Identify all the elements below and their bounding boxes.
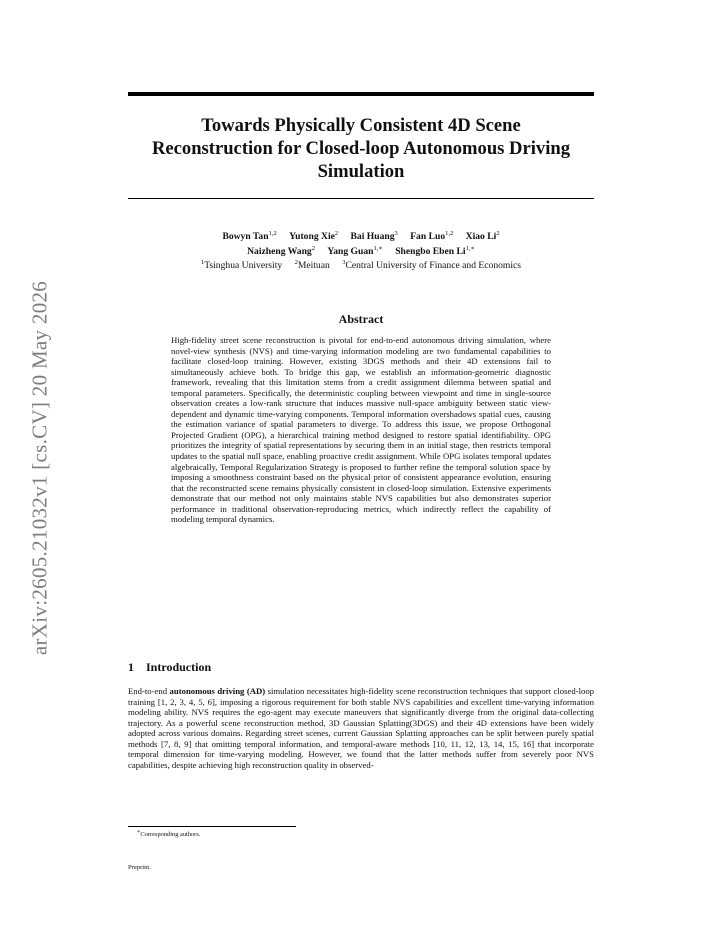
- author: Bai Huang$^3$: [350, 230, 398, 242]
- title-top-rule: [128, 92, 594, 96]
- affiliation: $^2$Meituan: [294, 259, 330, 271]
- author-block: [128, 230, 594, 274]
- author: Yang Guan$^{1,∗}$: [327, 244, 383, 257]
- author: Bowyn Tan$^{1,2}$: [222, 230, 277, 242]
- affiliation-line: [128, 259, 594, 274]
- affiliation: $^1$Tsinghua University: [200, 259, 283, 271]
- author: Shengbo Eben $Li^{1,∗}$: [395, 244, 475, 257]
- title-line: Reconstruction for Closed-loop Autonomous Driving: [151, 138, 571, 159]
- title-bottom-rule: [128, 198, 594, 199]
- affiliation: $^3$Central University of Finance and Economics: [342, 259, 522, 271]
- preprint-label: Preprint.: [128, 864, 151, 871]
- author-line: [128, 230, 594, 245]
- title-line: Towards Physically Consistent 4D Scene: [201, 115, 521, 136]
- arxiv-identifier: arXiv:2605.21032v1 [cs.CV] 20 May 2026: [27, 280, 52, 656]
- abstract-heading: Abstract: [338, 312, 384, 326]
- section-heading: [128, 660, 211, 675]
- footnote-rule: [128, 826, 296, 827]
- author: Naizheng Wang$^2$: [247, 244, 315, 257]
- author: Fan Luo$^{1,2}$: [410, 230, 454, 242]
- introduction-paragraph: End-to-end autonomous driving (AD) simulation necessitates high-fidelity scene reconstruction techniques that support closed-loop training [1, 2, 3, 4, 5, 6], imposing a rigorous requirement for both stable NVS capabilities and excellent time-varying information modeling ability. NVS requires the ego-agent may execute maneuvers that significantly diverge from the original data-collecting trajectory. As a powerful scene reconstruction method, 3D Gaussian Splatting(3DGS) and their 4D extensions have been widely adopted across various domains. Regarding street scenes, current Gaussian Splatting approaches can be split between purely spatial methods [7, 8, 9] that omitting temporal information, and temporal-aware methods [10, 11, 12, 13, 14, 15, 16] that incorporate temporal dimension for time-varying modeling. However, we found that the latter methods suffer from severely poor NVS capabilities, despite achieving high reconstruction quality in observed-: [128, 686, 595, 770]
- author: Xiao Li$^2$: [465, 230, 500, 242]
- title-line: Simulation: [317, 161, 405, 182]
- paper-title: [128, 114, 594, 183]
- section-title: Introduction: [146, 660, 212, 674]
- author-line: [128, 245, 594, 260]
- author: Yutong Xie$^2$: [289, 230, 339, 242]
- bold-term: autonomous driving (AD): [169, 686, 266, 696]
- footnote: ∗Corresponding authors.: [137, 830, 201, 838]
- abstract-body: High-fidelity street scene reconstruction is pivotal for end-to-end autonomous driving simulation, where novel-view synthesis (NVS) and time-varying information modeling are two fundamental capabilities to facilitate closed-loop training. However, existing 3DGS methods and their 4D extensions fail to simultaneously achieve both. To bridge this gap, we establish an information-geometric diagnostic framework, revealing that this limitation stems from a credit assignment dilemma between spatial and temporal parameters. Specifically, the deterministic coupling between viewpoint and time in single-source observation creates a low-rank structure that induces massive null-space ambiguity between static view-dependent and dynamic time-varying components. Temporal information overshadows spatial cues, causing the estimation variance of spatial parameters to diverge. To address this issue, we propose Orthogonal Projected Gradient (OPG), a hierarchical training method designed to restore spatial identifiability. OPG prioritizes the integrity of spatial representations by securing them in an initial stage, then restricts temporal updates to the spatial null space, enabling proactive credit assignment. While OPG isolates temporal updates algebraically, Temporal Regularization Strategy is proposed to further refine the temporal solution space by imposing a smoothness constraint based on the physical prior of consistent appearance evolution, ensuring that the reconstructed scene remains physically consistent in closed-loop simulation. Extensive experiments demonstrate that our method not only maintains stable NVS capabilities but also demonstrates superior performance in traditional observation-reproducing metrics, which indirectly reflect the capability of modeling temporal dynamics.: [171, 335, 551, 525]
- section-number: 1: [128, 660, 134, 674]
